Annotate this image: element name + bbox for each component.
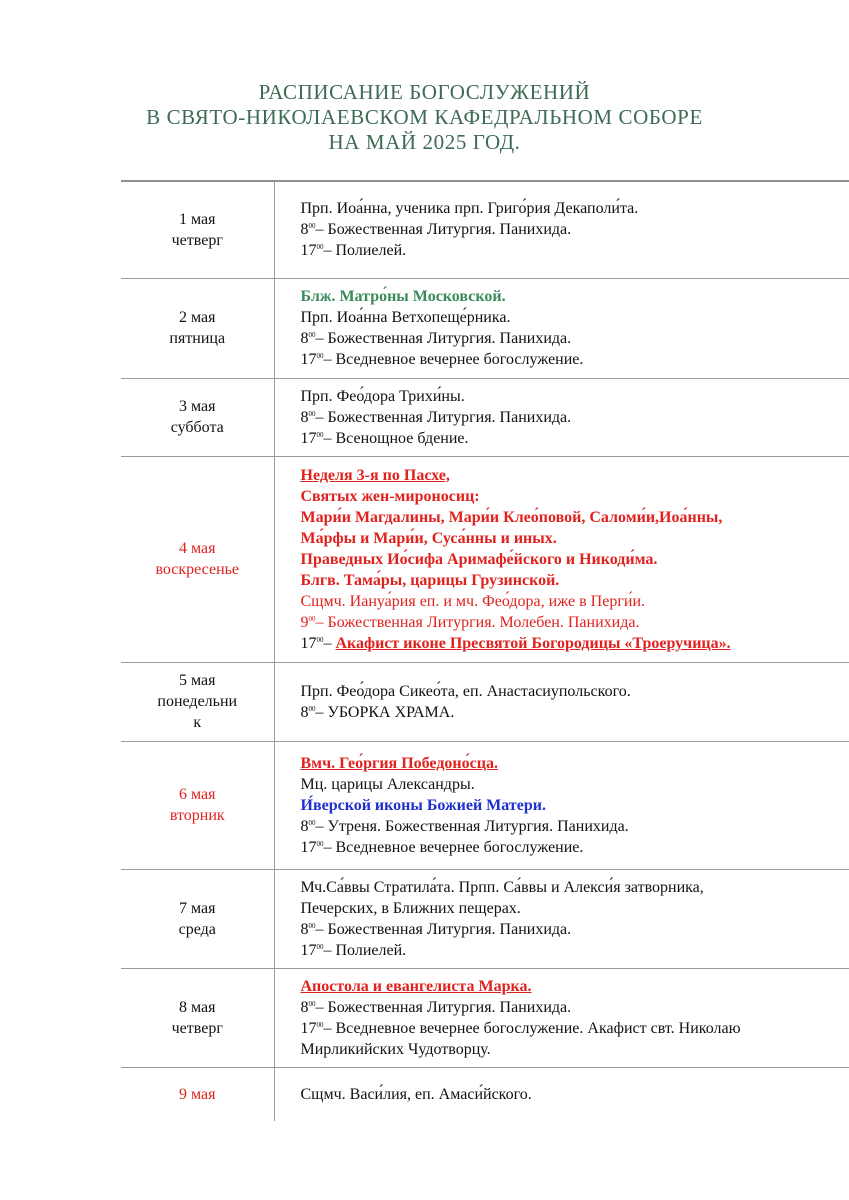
day-date: 8 мая	[179, 998, 216, 1016]
service-text: И́верской иконы Божией Матери.	[300, 796, 546, 814]
service-text: Печерских, в Ближних пещерах.	[300, 899, 521, 917]
day-date: 1 мая	[179, 210, 216, 228]
service-line	[301, 549, 849, 570]
service-time-minutes: 00	[308, 614, 316, 623]
service-time-minutes: 00	[308, 331, 316, 339]
service-cell	[274, 1067, 849, 1121]
service-line	[301, 428, 849, 449]
schedule-row	[121, 1067, 849, 1121]
service-cell	[274, 181, 849, 278]
day-cell	[121, 1067, 274, 1121]
day-date: 7 мая	[179, 899, 216, 917]
day-date: 4 мая	[179, 540, 216, 557]
service-line	[301, 328, 849, 349]
day-cell	[121, 181, 274, 278]
service-time-minutes: 00	[308, 704, 316, 713]
day-weekday: среда	[178, 920, 216, 938]
service-text: Прп. Иоа́нна Ветхопеще́рника.	[300, 309, 511, 326]
service-time: 8	[300, 817, 309, 835]
schedule-row	[121, 869, 849, 968]
service-text: – Божественная Литургия. Панихида.	[315, 330, 572, 347]
service-line	[301, 286, 849, 307]
service-cell	[274, 378, 849, 456]
service-line	[301, 198, 849, 219]
service-text: – Полиелей.	[323, 941, 407, 959]
service-text: Блгв. Тама́ры, царицы Грузинской.	[300, 571, 560, 589]
schedule-row	[121, 456, 849, 662]
service-cell	[274, 278, 849, 378]
day-date: 2 мая	[179, 309, 216, 326]
day-cell	[121, 378, 274, 456]
service-cell	[274, 662, 849, 741]
day-date: 5 мая	[179, 672, 216, 689]
schedule-row	[121, 741, 849, 869]
service-text: Вмч. Гео́ргия Победоно́сца.	[300, 754, 498, 772]
day-weekday: воскресенье	[155, 561, 240, 578]
service-text: – Вседневное вечернее богослужение. Акафист свт. Николаю	[323, 1019, 741, 1037]
service-line	[301, 570, 849, 591]
day-cell	[121, 456, 274, 662]
service-time: 17	[300, 941, 317, 959]
service-time: 8	[300, 703, 309, 721]
service-text: Прп. Иоа́нна, ученика прп. Григо́рия Декаполи́та.	[300, 200, 639, 218]
day-weekday: пятница	[169, 330, 226, 347]
day-weekday: четверг	[171, 1019, 223, 1037]
service-time: 17	[300, 429, 317, 447]
service-line	[301, 940, 849, 961]
title-line-2: В СВЯТО-НИКОЛАЕВСКОМ КАФЕДРАЛЬНОМ СОБОРЕ	[146, 105, 703, 129]
service-text: – Вседневное вечернее богослужение.	[323, 838, 584, 856]
page-title	[0, 80, 849, 155]
service-text: Праведных Ио́сифа Аримафе́йского и Никоди́ма.	[300, 550, 658, 568]
service-cell	[274, 456, 849, 662]
service-text: – УБОРКА ХРАМА.	[315, 703, 455, 721]
service-line	[301, 240, 849, 261]
service-line	[301, 591, 849, 612]
service-time: 8	[300, 221, 309, 239]
schedule-row	[121, 181, 849, 278]
service-text: Апостола и евангелиста Марка.	[300, 977, 532, 995]
service-text: – Божественная Литургия. Панихида.	[315, 998, 572, 1016]
service-line	[301, 816, 849, 837]
day-cell	[121, 741, 274, 869]
service-time: 8	[300, 330, 309, 347]
service-line	[301, 919, 849, 940]
service-line	[301, 774, 849, 795]
day-weekday: вторник	[169, 807, 225, 824]
schedule-row	[121, 278, 849, 378]
title-line-3: НА МАЙ 2025 ГОД.	[328, 130, 521, 154]
service-text: – Полиелей.	[323, 242, 407, 260]
service-line	[301, 877, 849, 898]
service-line	[301, 307, 849, 328]
service-line	[301, 528, 849, 549]
service-line	[301, 633, 849, 654]
service-highlight: Акафист иконе Пресвятой Богородицы «Троеручица».	[335, 634, 731, 652]
service-text: –	[323, 634, 336, 652]
service-line	[301, 681, 849, 702]
service-line	[301, 386, 849, 407]
day-weekday: к	[193, 714, 202, 731]
service-text: Мч.Са́ввы Стратила́та. Прпп. Са́ввы и Алекси́я затворника,	[300, 878, 704, 896]
service-text: – Утреня. Божественная Литургия. Панихида.	[315, 817, 629, 835]
service-time-minutes: 00	[316, 1020, 324, 1029]
service-time-minutes: 00	[316, 430, 324, 439]
service-line	[301, 837, 849, 858]
service-line	[301, 1039, 849, 1060]
service-line	[301, 465, 849, 486]
service-time: 8	[300, 920, 309, 938]
schedule-row	[121, 378, 849, 456]
service-text: – Божественная Литургия. Панихида.	[315, 920, 572, 938]
service-time-minutes: 00	[316, 352, 324, 360]
service-time-minutes: 00	[308, 818, 316, 827]
service-text: Неделя 3-я по Пасхе,	[300, 466, 450, 484]
service-time: 17	[300, 1019, 317, 1037]
service-time: 17	[300, 838, 317, 856]
service-time-minutes: 00	[308, 999, 316, 1008]
day-cell	[121, 968, 274, 1067]
service-line	[301, 753, 849, 774]
service-text: Святых жен-мироносиц:	[300, 487, 480, 505]
day-weekday: понедельни	[157, 693, 238, 710]
service-text: Сщмч. Васи́лия, еп. Амаси́йского.	[300, 1085, 532, 1103]
service-time: 8	[300, 998, 309, 1016]
service-text: – Божественная Литургия. Молебен. Панихида.	[315, 613, 640, 631]
day-cell	[121, 278, 274, 378]
schedule-row	[121, 662, 849, 741]
service-text: – Вседневное вечернее богослужение.	[323, 351, 584, 368]
service-text: – Божественная Литургия. Панихида.	[315, 408, 572, 426]
service-cell	[274, 869, 849, 968]
service-time: 8	[300, 408, 309, 426]
service-line	[301, 997, 849, 1018]
service-text: Прп. Фео́дора Сикео́та, еп. Анастасиупольского.	[300, 682, 631, 700]
service-time-minutes: 00	[308, 222, 316, 231]
day-cell	[121, 869, 274, 968]
service-line	[301, 612, 849, 633]
service-text: Сщмч. Иануа́рия еп. и мч. Фео́дора, иже в Перги́и.	[300, 592, 646, 610]
day-date: 6 мая	[179, 786, 216, 803]
schedule-row	[121, 968, 849, 1067]
day-weekday: четверг	[171, 231, 223, 249]
service-time-minutes: 00	[316, 839, 324, 848]
service-time-minutes: 00	[308, 921, 316, 930]
day-weekday: суббота	[170, 419, 224, 436]
day-date: 3 мая	[179, 398, 216, 415]
service-line	[301, 1084, 849, 1105]
service-text: Мирликийских Чудотворцу.	[300, 1040, 491, 1058]
service-line	[301, 486, 849, 507]
service-time-minutes: 00	[308, 409, 316, 418]
service-line	[301, 407, 849, 428]
service-time: 17	[300, 351, 317, 368]
service-text: – Божественная Литургия. Панихида.	[315, 221, 572, 239]
service-line	[301, 349, 849, 370]
service-text: Мц. царицы Александры.	[300, 775, 475, 793]
service-line	[301, 702, 849, 723]
schedule-table	[121, 180, 849, 1121]
service-text: Мари́и Магдалины, Мари́и Клео́повой, Саломи́и,Иоа́нны,	[300, 508, 723, 526]
service-time-minutes: 00	[316, 942, 324, 951]
title-line-1: РАСПИСАНИЕ БОГОСЛУЖЕНИЙ	[258, 80, 591, 104]
service-text: – Всенощное бдение.	[323, 429, 469, 447]
service-cell	[274, 741, 849, 869]
service-cell	[274, 968, 849, 1067]
service-text: Ма́рфы и Мари́и, Суса́нны и иных.	[300, 529, 557, 547]
service-line	[301, 507, 849, 528]
day-cell	[121, 662, 274, 741]
service-time-minutes: 00	[316, 243, 324, 252]
service-time: 9	[300, 613, 309, 631]
service-line	[301, 976, 849, 997]
service-time-minutes: 00	[316, 635, 324, 644]
service-time: 17	[300, 242, 317, 260]
service-text: Прп. Фео́дора Трихи́ны.	[300, 387, 465, 405]
service-line	[301, 898, 849, 919]
service-time: 17	[300, 634, 317, 652]
day-date: 9 мая	[179, 1085, 216, 1103]
service-line	[301, 1018, 849, 1039]
service-line	[301, 795, 849, 816]
service-line	[301, 219, 849, 240]
service-text: Блж. Матро́ны Московской.	[300, 288, 506, 305]
